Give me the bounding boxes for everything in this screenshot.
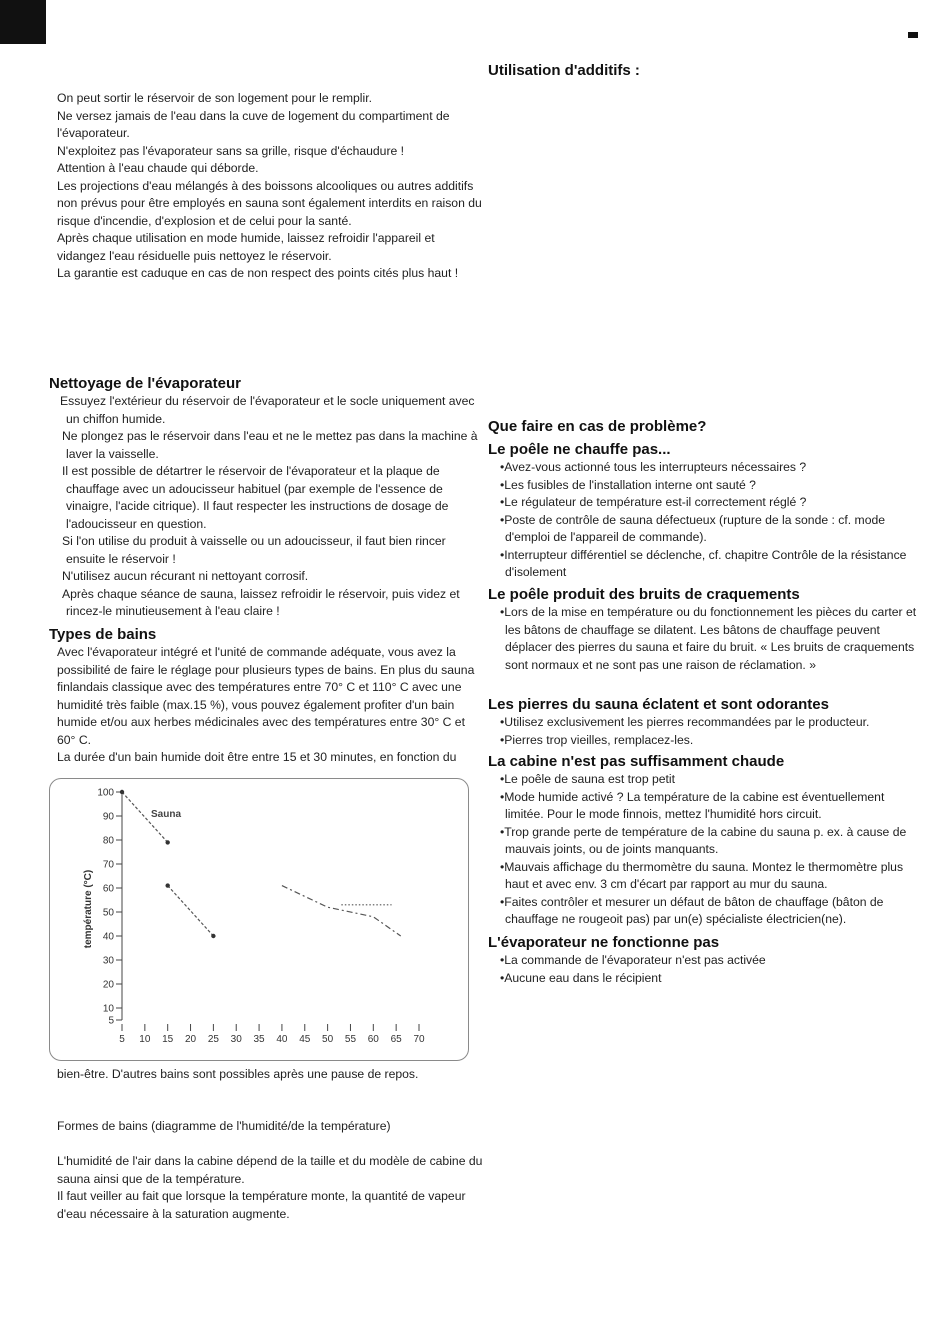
series-label-sauna: Sauna [151,809,182,820]
x-tick-label: 35 [253,1034,265,1045]
bullet-line: mauvais joints, ou de joints manquants. [505,842,719,856]
text-line: Essuyez l'extérieur du réservoir de l'évaporateur et le socle uniquement avec [60,394,475,408]
text-line: laver la vaisselle. [66,446,159,461]
text-line: risque d'incendie, d'explosion et de celui pour la santé. [57,213,352,228]
section-heading: La cabine n'est pas suffisamment chaude [488,753,785,770]
no-heat-section [488,440,918,582]
water-warnings [57,90,482,283]
bullet-line: sont normaux et ne sont pas une raison de réclamation. » [505,657,816,672]
text-line: 60° C. [57,732,92,747]
text-line: chauffage avec un adoucisseur habituel (par exemple de l'essence de [66,481,443,496]
data-point [165,840,169,844]
text-line: l'adoucisseur en question. [66,516,207,531]
x-tick-label: 30 [230,1034,242,1045]
x-tick-label: 60 [367,1034,379,1045]
evaporator-not-working-section [488,933,918,987]
bullet-line: •Poste de contrôle de sauna défectueux (rupture de la sonde : cf. mode [500,512,886,527]
bullet-line: •Le poêle de sauna est trop petit [500,772,676,786]
bullet-line: haut et avec env. 3 cm d'écart par rapport au mur du sauna. [505,877,828,891]
bullet-line: les bâtons de chauffage se dilatent. Les bâtons de chauffage peuvent [505,622,880,637]
section-heading: Types de bains [49,626,157,643]
text-line: Il est possible de détartrer le réservoir de l'évaporateur et la plaque de [62,464,440,478]
x-tick-label: 70 [413,1034,425,1045]
text-line: Ne plongez pas le réservoir dans l'eau et ne le mettez pas dans la machine à [62,429,478,443]
bullet-line: •Aucune eau dans le récipient [500,970,662,985]
bath-types-chart [49,778,469,1061]
y-tick-label: 60 [102,883,114,895]
x-tick-label: 10 [139,1034,151,1045]
bullet-line: •Mauvais affichage du thermomètre du sauna. Montez le thermomètre plus [500,859,904,874]
bullet-line: •Les fusibles de l'installation interne ont sauté ? [500,477,756,492]
chart-caption [57,1118,482,1136]
x-tick-label: 55 [344,1034,357,1045]
troubleshooting-title [488,417,918,436]
text-line: ensuite le réservoir ! [66,551,176,566]
bath-types-section [49,625,474,767]
bullet-line: •Pierres trop vieilles, remplacez-les. [500,732,694,747]
text-line: sauna ainsi que de la température. [57,1171,245,1186]
text-line: possibilité de faire le réglage pour plusieurs types de bains. En plus du sauna [57,662,475,677]
section-heading: Le poêle ne chauffe pas... [488,441,671,458]
x-tick-label: 50 [322,1034,334,1045]
data-point [211,934,215,938]
text-line: Avec l'évaporateur intégré et l'unité de commande adéquate, vous avez la [57,645,456,659]
x-tick-label: 65 [390,1034,402,1045]
chart-svg [50,779,470,1062]
bullet-line: •Avez-vous actionné tous les interrupteurs nécessaires ? [500,460,807,474]
stones-section [488,695,918,749]
text-line: l'évaporateur. [57,126,130,140]
text-line: Si l'on utilise du produit à vaisselle ou un adoucisseur, il faut bien rincer [62,534,446,548]
text-line: Ne versez jamais de l'eau dans la cuve de logement du compartiment de [57,108,450,123]
y-tick-label: 70 [102,859,114,871]
text-line: humidité très faible (max.15 %), vous pouvez également profiter d'un bain [57,697,455,712]
text-line: humide et/ou aux herbes médicinales avec des températures entre 30° C et [57,715,465,729]
bullet-line: •La commande de l'évaporateur n'est pas activée [500,953,766,967]
bullet-line: limitée. Pour le mode finnois, mettez l'humidité hors circuit. [505,807,822,821]
text-line: L'humidité de l'air dans la cabine dépend de la taille et du modèle de cabine du [57,1154,483,1168]
text-line: un chiffon humide. [66,411,166,426]
cleaning-section [49,374,478,621]
x-tick-label: 40 [276,1034,288,1045]
y-tick-label: 90 [102,811,114,823]
section-heading: Les pierres du sauna éclatent et sont odorantes [488,696,829,713]
text-line: finlandais classique avec des températures entre 70° C et 110° C avec une [57,680,462,694]
y-tick-label: 10 [102,1003,114,1015]
text-line: vidangez l'eau résiduelle puis nettoyez le réservoir. [57,248,332,263]
bullet-line: déplacer des pierres du sauna et faire du bruit. « Les bruits de craquements [505,640,915,654]
section-heading: Nettoyage de l'évaporateur [49,375,241,392]
text-line: Après chaque séance de sauna, laissez refroidir le réservoir, puis videz et [62,586,460,601]
x-tick-label: 15 [162,1034,174,1045]
x-tick-label: 5 [119,1034,125,1045]
text-line: non prévus pour être employés en sauna sont également interdits en raison du [57,196,482,210]
text-line: Il faut veiller au fait que lorsque la température monte, la quantité de vapeur [57,1189,466,1203]
cabin-not-warm-section [488,752,918,929]
bullet-line: •Trop grande perte de température de la cabine du sauna p. ex. à cause de [500,824,907,839]
y-tick-label: 80 [102,835,114,847]
bullet-line: •Utilisez exclusivement les pierres recommandées par le producteur. [500,715,870,729]
x-tick-label: 20 [184,1034,197,1045]
text-line: d'eau nécessaire à la saturation augmente. [57,1206,290,1221]
caption-text: Formes de bains (diagramme de l'humidité/de la température) [57,1119,391,1133]
bullet-line: •Faites contrôler et mesurer un défaut de bâton de chauffage (bâton de [500,894,884,909]
after-chart-text [57,1066,482,1084]
humidity-paragraph [57,1153,482,1223]
text-line: Attention à l'eau chaude qui déborde. [57,161,259,175]
text-line: vinaigre, l'acide citrique). Il faut respecter les instructions de dosage de [66,499,449,513]
text-line: Après chaque utilisation en mode humide, laissez refroidir l'appareil et [57,231,435,245]
y-tick-label: 100 [97,787,114,799]
y-tick-label: 20 [102,979,114,991]
text-line: Les projections d'eau mélangés à des boissons alcooliques ou autres additifs [57,178,474,193]
y-tick-label: 40 [102,931,114,943]
text-line: bien-être. D'autres bains sont possibles après une pause de repos. [57,1067,419,1081]
text-line: N'utilisez aucun récurant ni nettoyant corrosif. [62,569,309,583]
section-heading: L'évaporateur ne fonctionne pas [488,934,720,951]
section-heading: Utilisation d'additifs : [488,62,640,79]
text-line: La garantie est caduque en cas de non respect des points cités plus haut ! [57,266,459,280]
additives-section [488,61,918,80]
text-line: N'exploitez pas l'évaporateur sans sa grille, risque d'échaudure ! [57,143,405,158]
series-line [168,886,214,936]
bullet-line: •Interrupteur différentiel se déclenche, cf. chapitre Contrôle de la résistance [500,547,907,562]
x-tick-label: 25 [207,1034,219,1045]
y-tick-label: 5 [108,1015,114,1027]
page-corner-tab [0,0,46,44]
bullet-line: d'isolement [505,565,567,579]
data-point [120,790,124,794]
page-edge-mark [908,32,918,38]
y-tick-label: 30 [102,955,114,967]
y-tick-label: 50 [102,907,114,919]
bullet-line: •Le régulateur de température est-il correctement réglé ? [500,495,807,509]
text-line: On peut sortir le réservoir de son logement pour le remplir. [57,91,372,105]
text-line: rincez-le minutieusement à l'eau claire ! [66,604,280,618]
bullet-line: •Mode humide activé ? La température de la cabine est éventuellement [500,789,885,804]
bullet-line: d'emploi de l'appareil de commande). [505,530,707,544]
section-heading: Que faire en cas de problème? [488,418,707,435]
section-heading: Le poêle produit des bruits de craquements [488,586,800,603]
bullet-line: •Lors de la mise en température ou du fonctionnement les pièces du carter et [500,605,917,619]
data-point [165,883,169,887]
y-axis-label: température (°C) [83,869,94,949]
cracking-noise-section [488,585,918,674]
bullet-line: chauffage ne rougeoit pas) par un(e) spécialiste électricien(ne). [505,912,847,926]
series-line [282,886,401,936]
x-tick-label: 45 [299,1034,311,1045]
text-line: La durée d'un bain humide doit être entre 15 et 30 minutes, en fonction du [57,750,457,764]
